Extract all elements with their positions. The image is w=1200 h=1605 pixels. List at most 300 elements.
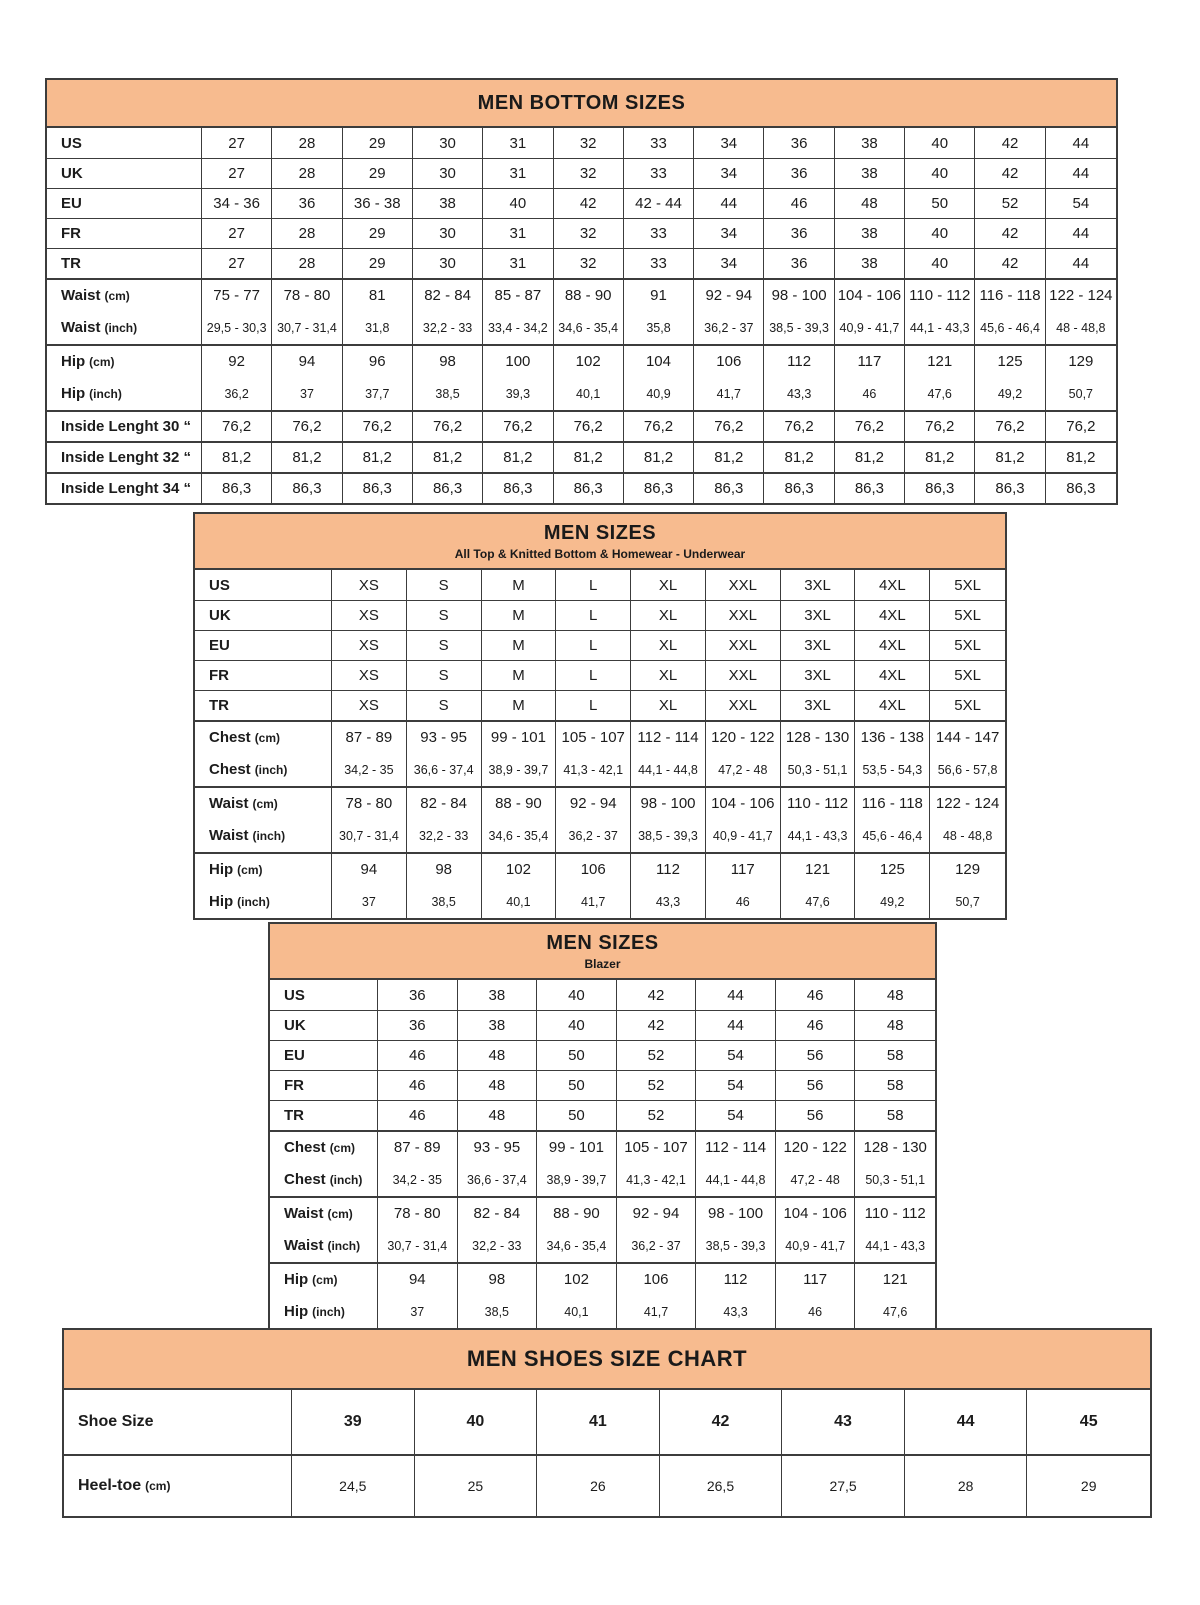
- row-label: UK: [47, 159, 202, 188]
- table-cell: 34: [694, 128, 764, 158]
- table-cell: 3XL: [781, 691, 856, 720]
- row-label: Heel-toe (cm): [64, 1456, 292, 1516]
- row-label: Hip (inch): [195, 885, 332, 918]
- table-cell: 78 - 80: [332, 788, 407, 819]
- table-cell: 42: [975, 128, 1045, 158]
- table-cell: 88 - 90: [482, 788, 557, 819]
- table-cell: 4XL: [855, 570, 930, 600]
- table-row: [270, 1262, 935, 1295]
- table-cell: 76,2: [272, 412, 342, 441]
- table-cell: XL: [631, 601, 706, 630]
- table-cell: 76,2: [202, 412, 272, 441]
- table-cell: 50: [537, 1041, 617, 1070]
- table-cell: 27,5: [782, 1456, 905, 1516]
- table-cell: 52: [617, 1071, 697, 1100]
- table-cell: L: [556, 570, 631, 600]
- table-cell: 48: [886, 1017, 904, 1034]
- table-row: [47, 158, 1116, 188]
- table-cell: S: [407, 570, 482, 600]
- table-cell: 46: [776, 980, 856, 1010]
- table-cell: 76,2: [1066, 418, 1096, 435]
- table-row: [270, 1070, 935, 1100]
- men-bottom-sizes-header: [47, 80, 1116, 128]
- table-cell: 112: [631, 854, 706, 885]
- table-cell: L: [556, 601, 631, 630]
- table-cell: 87 - 89: [378, 1132, 458, 1163]
- table-cell: 81,2: [975, 443, 1045, 472]
- table-cell: 122 - 124: [935, 795, 1000, 812]
- table-cell: XS: [332, 661, 407, 690]
- table-cell: 110 - 112: [864, 1205, 926, 1222]
- table-cell: 36,2 - 37: [617, 1229, 697, 1262]
- row-label: Waist (cm): [195, 788, 332, 819]
- men-shoes-size-chart-table: [62, 1328, 1152, 1518]
- table-cell: XL: [631, 691, 706, 720]
- table-cell: 30,7 - 31,4: [378, 1229, 458, 1262]
- table-cell: M: [482, 601, 557, 630]
- men-sizes-top-subtitle: All Top & Knitted Bottom & Homewear - Underwear: [454, 546, 746, 561]
- table-cell: 116 - 118: [855, 788, 930, 819]
- table-cell: 54: [696, 1041, 776, 1070]
- table-cell: 86,3: [483, 474, 553, 503]
- table-cell: 28: [905, 1456, 1028, 1516]
- table-cell: 29: [343, 128, 413, 158]
- row-label: TR: [195, 691, 332, 720]
- men-sizes-top-header: [195, 514, 1005, 570]
- table-cell: 50: [537, 1101, 617, 1130]
- table-cell: 81,2: [764, 443, 834, 472]
- row-label: Waist (inch): [195, 819, 332, 852]
- table-cell: 4XL: [855, 601, 930, 630]
- table-cell: 44: [1072, 225, 1090, 242]
- table-cell: 40: [905, 219, 975, 248]
- table-cell: 81,2: [483, 443, 553, 472]
- men-sizes-top-title: MEN SIZES: [543, 521, 657, 544]
- table-cell: 38,5 - 39,3: [631, 819, 706, 852]
- table-cell: 30,7 - 31,4: [272, 311, 342, 344]
- table-cell: 36,6 - 37,4: [407, 753, 482, 786]
- table-cell: XL: [631, 661, 706, 690]
- table-cell: 38,9 - 39,7: [482, 753, 557, 786]
- table-cell: 99 - 101: [537, 1132, 617, 1163]
- row-label: Waist (cm): [270, 1198, 378, 1229]
- table-cell: L: [556, 631, 631, 660]
- table-cell: 110 - 112: [781, 788, 856, 819]
- row-label: Hip (inch): [47, 377, 202, 410]
- table-cell: 76,2: [483, 412, 553, 441]
- men-sizes-blazer-title: MEN SIZES: [546, 931, 659, 954]
- table-cell: 76,2: [343, 412, 413, 441]
- table-cell: 42: [617, 980, 697, 1010]
- table-cell: 36,6 - 37,4: [458, 1163, 538, 1196]
- row-label: Chest (cm): [270, 1132, 378, 1163]
- table-cell: 48: [458, 1071, 538, 1100]
- table-cell: 96: [343, 346, 413, 377]
- row-label: Waist (inch): [47, 311, 202, 344]
- table-cell: 40,9 - 41,7: [706, 819, 781, 852]
- table-cell: 56: [776, 1071, 856, 1100]
- table-cell: 82 - 84: [407, 788, 482, 819]
- table-cell: 47,6: [905, 377, 975, 410]
- table-cell: 99 - 101: [482, 722, 557, 753]
- table-cell: XS: [332, 691, 407, 720]
- table-cell: 43: [782, 1390, 905, 1454]
- table-cell: 46: [378, 1041, 458, 1070]
- table-row: [195, 852, 1005, 885]
- table-cell: 46: [764, 189, 834, 218]
- table-cell: 129: [1068, 353, 1094, 370]
- table-cell: 3XL: [781, 570, 856, 600]
- table-cell: 33: [624, 128, 694, 158]
- table-cell: 128 - 130: [781, 722, 856, 753]
- table-cell: 42: [975, 159, 1045, 188]
- table-row: [270, 980, 935, 1010]
- table-cell: 44: [1072, 134, 1090, 152]
- row-label: Inside Lenght 32 “: [47, 443, 202, 472]
- table-cell: 24,5: [292, 1456, 415, 1516]
- table-cell: 25: [415, 1456, 538, 1516]
- table-cell: 58: [886, 1047, 904, 1064]
- row-label: Inside Lenght 34 “: [47, 474, 202, 503]
- table-row: [47, 410, 1116, 441]
- table-cell: 33: [624, 219, 694, 248]
- table-cell: 40: [905, 159, 975, 188]
- table-row: [270, 1229, 935, 1262]
- table-cell: L: [556, 691, 631, 720]
- table-cell: 76,2: [694, 412, 764, 441]
- table-cell: 5XL: [954, 607, 981, 624]
- table-cell: 40,9: [624, 377, 694, 410]
- table-cell: 100: [483, 346, 553, 377]
- men-bottom-sizes-body: [47, 128, 1116, 503]
- table-row: [47, 377, 1116, 410]
- table-cell: 44: [905, 1390, 1028, 1454]
- table-row: [47, 218, 1116, 248]
- men-sizes-blazer-header: [270, 924, 935, 980]
- table-cell: 34: [694, 249, 764, 278]
- table-cell: 120 - 122: [776, 1132, 856, 1163]
- table-cell: 32: [554, 128, 624, 158]
- table-cell: S: [407, 691, 482, 720]
- table-cell: 81,2: [624, 443, 694, 472]
- table-cell: XXL: [706, 661, 781, 690]
- table-cell: 42 - 44: [624, 189, 694, 218]
- row-label: FR: [195, 661, 332, 690]
- table-cell: 47,6: [781, 885, 856, 918]
- table-cell: 48 - 48,8: [942, 828, 993, 843]
- table-cell: 38,9 - 39,7: [537, 1163, 617, 1196]
- table-cell: 5XL: [954, 667, 981, 684]
- table-cell: 117: [706, 854, 781, 885]
- table-cell: 40,1: [537, 1295, 617, 1328]
- table-cell: 76,2: [624, 412, 694, 441]
- table-cell: 27: [202, 219, 272, 248]
- table-cell: 41,3 - 42,1: [556, 753, 631, 786]
- table-cell: 98 - 100: [696, 1198, 776, 1229]
- table-cell: 33: [624, 159, 694, 188]
- table-cell: 92 - 94: [694, 280, 764, 311]
- table-cell: 98: [458, 1264, 538, 1295]
- table-cell: 30,7 - 31,4: [332, 819, 407, 852]
- table-cell: 44,1 - 43,3: [781, 819, 856, 852]
- table-cell: 94: [378, 1264, 458, 1295]
- table-cell: 93 - 95: [458, 1132, 538, 1163]
- table-cell: 82 - 84: [413, 280, 483, 311]
- table-cell: 32,2 - 33: [458, 1229, 538, 1262]
- table-cell: 36: [272, 189, 342, 218]
- table-cell: 102: [537, 1264, 617, 1295]
- men-sizes-blazer-body: [270, 980, 935, 1328]
- table-cell: 91: [624, 280, 694, 311]
- table-cell: 81,2: [272, 443, 342, 472]
- table-cell: 78 - 80: [378, 1198, 458, 1229]
- table-cell: 44: [1072, 255, 1090, 272]
- table-row: [195, 720, 1005, 753]
- table-cell: 38: [458, 1011, 538, 1040]
- table-cell: 125: [855, 854, 930, 885]
- men-sizes-top-body: [195, 570, 1005, 918]
- table-cell: 41,7: [694, 377, 764, 410]
- table-cell: 86,3: [202, 474, 272, 503]
- table-cell: 42: [554, 189, 624, 218]
- table-cell: 36: [378, 1011, 458, 1040]
- table-cell: 44,1 - 44,8: [696, 1163, 776, 1196]
- table-cell: 34,2 - 35: [378, 1163, 458, 1196]
- table-cell: XXL: [706, 631, 781, 660]
- table-cell: 117: [776, 1264, 856, 1295]
- table-cell: 40,1: [482, 885, 557, 918]
- table-cell: 4XL: [855, 661, 930, 690]
- table-cell: 88 - 90: [537, 1198, 617, 1229]
- table-cell: 34,6 - 35,4: [554, 311, 624, 344]
- row-label: EU: [270, 1041, 378, 1070]
- table-cell: 29: [343, 249, 413, 278]
- table-cell: 32: [554, 159, 624, 188]
- table-row: [47, 472, 1116, 503]
- table-row: [270, 1100, 935, 1130]
- table-cell: 86,3: [975, 474, 1045, 503]
- table-row: [195, 600, 1005, 630]
- table-cell: 49,2: [855, 885, 930, 918]
- table-cell: 40: [483, 189, 553, 218]
- table-row: [47, 188, 1116, 218]
- table-cell: 41,7: [556, 885, 631, 918]
- table-cell: 3XL: [781, 601, 856, 630]
- table-row: [270, 1196, 935, 1229]
- row-label: TR: [270, 1101, 378, 1130]
- table-cell: 86,3: [272, 474, 342, 503]
- table-row: [270, 1295, 935, 1328]
- table-cell: 44,1 - 44,8: [631, 753, 706, 786]
- table-cell: 34,6 - 35,4: [482, 819, 557, 852]
- table-cell: XS: [332, 631, 407, 660]
- table-cell: 42: [975, 219, 1045, 248]
- row-label: EU: [195, 631, 332, 660]
- table-cell: 47,6: [883, 1304, 908, 1319]
- table-row: [195, 819, 1005, 852]
- table-cell: 33: [624, 249, 694, 278]
- men-shoes-size-chart-title: MEN SHOES SIZE CHART: [466, 1346, 748, 1371]
- table-cell: XS: [332, 570, 407, 600]
- row-label: FR: [47, 219, 202, 248]
- table-cell: 5XL: [954, 637, 981, 654]
- row-label: US: [195, 570, 332, 600]
- table-cell: 40: [905, 249, 975, 278]
- table-cell: 81,2: [905, 443, 975, 472]
- table-cell: 86,3: [764, 474, 834, 503]
- table-cell: XL: [631, 631, 706, 660]
- row-label: Waist (inch): [270, 1229, 378, 1262]
- table-cell: 31: [483, 219, 553, 248]
- table-cell: 76,2: [905, 412, 975, 441]
- table-cell: 30: [413, 128, 483, 158]
- table-cell: 34: [694, 219, 764, 248]
- table-cell: 44: [694, 189, 764, 218]
- table-cell: 87 - 89: [332, 722, 407, 753]
- table-cell: 30: [413, 159, 483, 188]
- table-cell: 29: [343, 219, 413, 248]
- table-cell: 34,6 - 35,4: [537, 1229, 617, 1262]
- table-cell: 46: [378, 1101, 458, 1130]
- table-cell: 58: [886, 1107, 904, 1124]
- table-cell: 40,9 - 41,7: [776, 1229, 856, 1262]
- table-row: [47, 128, 1116, 158]
- table-row: [64, 1390, 1150, 1454]
- table-cell: 45,6 - 46,4: [855, 819, 930, 852]
- table-cell: 50,7: [955, 894, 980, 909]
- table-cell: 76,2: [764, 412, 834, 441]
- table-cell: 40: [537, 980, 617, 1010]
- table-cell: 76,2: [413, 412, 483, 441]
- table-cell: M: [482, 691, 557, 720]
- table-cell: 86,3: [1066, 480, 1096, 497]
- table-cell: 112 - 114: [631, 722, 706, 753]
- table-cell: 44: [696, 980, 776, 1010]
- table-cell: XS: [332, 601, 407, 630]
- table-row: [195, 660, 1005, 690]
- table-cell: 28: [272, 128, 342, 158]
- table-cell: 94: [272, 346, 342, 377]
- table-cell: 129: [955, 861, 981, 878]
- table-cell: 136 - 138: [855, 722, 930, 753]
- table-cell: 46: [378, 1071, 458, 1100]
- table-cell: 106: [694, 346, 764, 377]
- row-label: Shoe Size: [64, 1390, 292, 1454]
- table-row: [195, 885, 1005, 918]
- table-cell: 93 - 95: [407, 722, 482, 753]
- table-cell: 76,2: [554, 412, 624, 441]
- table-cell: 36: [764, 219, 834, 248]
- table-cell: 54: [696, 1101, 776, 1130]
- table-row: [195, 786, 1005, 819]
- table-cell: 105 - 107: [556, 722, 631, 753]
- table-cell: 46: [776, 1011, 856, 1040]
- table-cell: 98: [407, 854, 482, 885]
- table-cell: 105 - 107: [617, 1132, 697, 1163]
- table-cell: 121: [882, 1271, 908, 1288]
- table-cell: 98 - 100: [631, 788, 706, 819]
- table-cell: 81,2: [202, 443, 272, 472]
- table-cell: 121: [905, 346, 975, 377]
- table-cell: 36: [764, 128, 834, 158]
- table-cell: 52: [617, 1041, 697, 1070]
- row-label: US: [270, 980, 378, 1010]
- table-cell: 36,2 - 37: [694, 311, 764, 344]
- table-cell: 43,3: [696, 1295, 776, 1328]
- table-cell: 50,3 - 51,1: [781, 753, 856, 786]
- table-cell: 5XL: [954, 697, 981, 714]
- row-label: Hip (cm): [195, 854, 332, 885]
- table-cell: 86,3: [413, 474, 483, 503]
- table-row: [270, 1163, 935, 1196]
- table-row: [270, 1040, 935, 1070]
- table-cell: 48: [458, 1041, 538, 1070]
- row-label: Chest (inch): [270, 1163, 378, 1196]
- table-cell: 38,5: [407, 885, 482, 918]
- table-cell: 52: [975, 189, 1045, 218]
- table-cell: 125: [975, 346, 1045, 377]
- table-cell: 38,5 - 39,3: [764, 311, 834, 344]
- table-cell: 36: [764, 159, 834, 188]
- table-cell: 86,3: [554, 474, 624, 503]
- table-cell: 50,3 - 51,1: [865, 1172, 926, 1187]
- table-cell: 98: [413, 346, 483, 377]
- table-cell: 54: [1072, 195, 1090, 212]
- table-cell: 31: [483, 159, 553, 188]
- row-label: Waist (cm): [47, 280, 202, 311]
- row-label: FR: [270, 1071, 378, 1100]
- table-cell: 104: [624, 346, 694, 377]
- table-cell: 48: [458, 1101, 538, 1130]
- table-cell: 92: [202, 346, 272, 377]
- row-label: Hip (cm): [47, 346, 202, 377]
- men-shoes-size-chart-header: [64, 1330, 1150, 1390]
- table-cell: 49,2: [975, 377, 1045, 410]
- table-cell: 4XL: [855, 631, 930, 660]
- table-cell: 104 - 106: [706, 788, 781, 819]
- table-cell: 38,5 - 39,3: [696, 1229, 776, 1262]
- table-cell: 46: [706, 885, 781, 918]
- table-cell: 40: [905, 128, 975, 158]
- row-label: US: [47, 128, 202, 158]
- table-cell: 117: [835, 346, 905, 377]
- table-cell: 41,7: [617, 1295, 697, 1328]
- table-cell: 128 - 130: [863, 1139, 927, 1156]
- table-cell: 48: [835, 189, 905, 218]
- table-cell: 112 - 114: [696, 1132, 776, 1163]
- table-cell: 38: [413, 189, 483, 218]
- men-bottom-sizes-title: MEN BOTTOM SIZES: [477, 91, 686, 114]
- table-cell: 75 - 77: [202, 280, 272, 311]
- table-row: [47, 441, 1116, 472]
- table-cell: 29,5 - 30,3: [202, 311, 272, 344]
- table-cell: 44,1 - 43,3: [905, 311, 975, 344]
- table-cell: 47,2 - 48: [776, 1163, 856, 1196]
- table-row: [47, 311, 1116, 344]
- table-row: [64, 1454, 1150, 1516]
- table-cell: 40,9 - 41,7: [835, 311, 905, 344]
- table-row: [47, 278, 1116, 311]
- table-cell: 94: [332, 854, 407, 885]
- table-cell: 110 - 112: [905, 280, 975, 311]
- table-cell: 82 - 84: [458, 1198, 538, 1229]
- table-cell: S: [407, 631, 482, 660]
- table-cell: 81,2: [694, 443, 764, 472]
- table-cell: 36,2 - 37: [556, 819, 631, 852]
- table-cell: 121: [781, 854, 856, 885]
- table-cell: 47,2 - 48: [706, 753, 781, 786]
- table-cell: 92 - 94: [617, 1198, 697, 1229]
